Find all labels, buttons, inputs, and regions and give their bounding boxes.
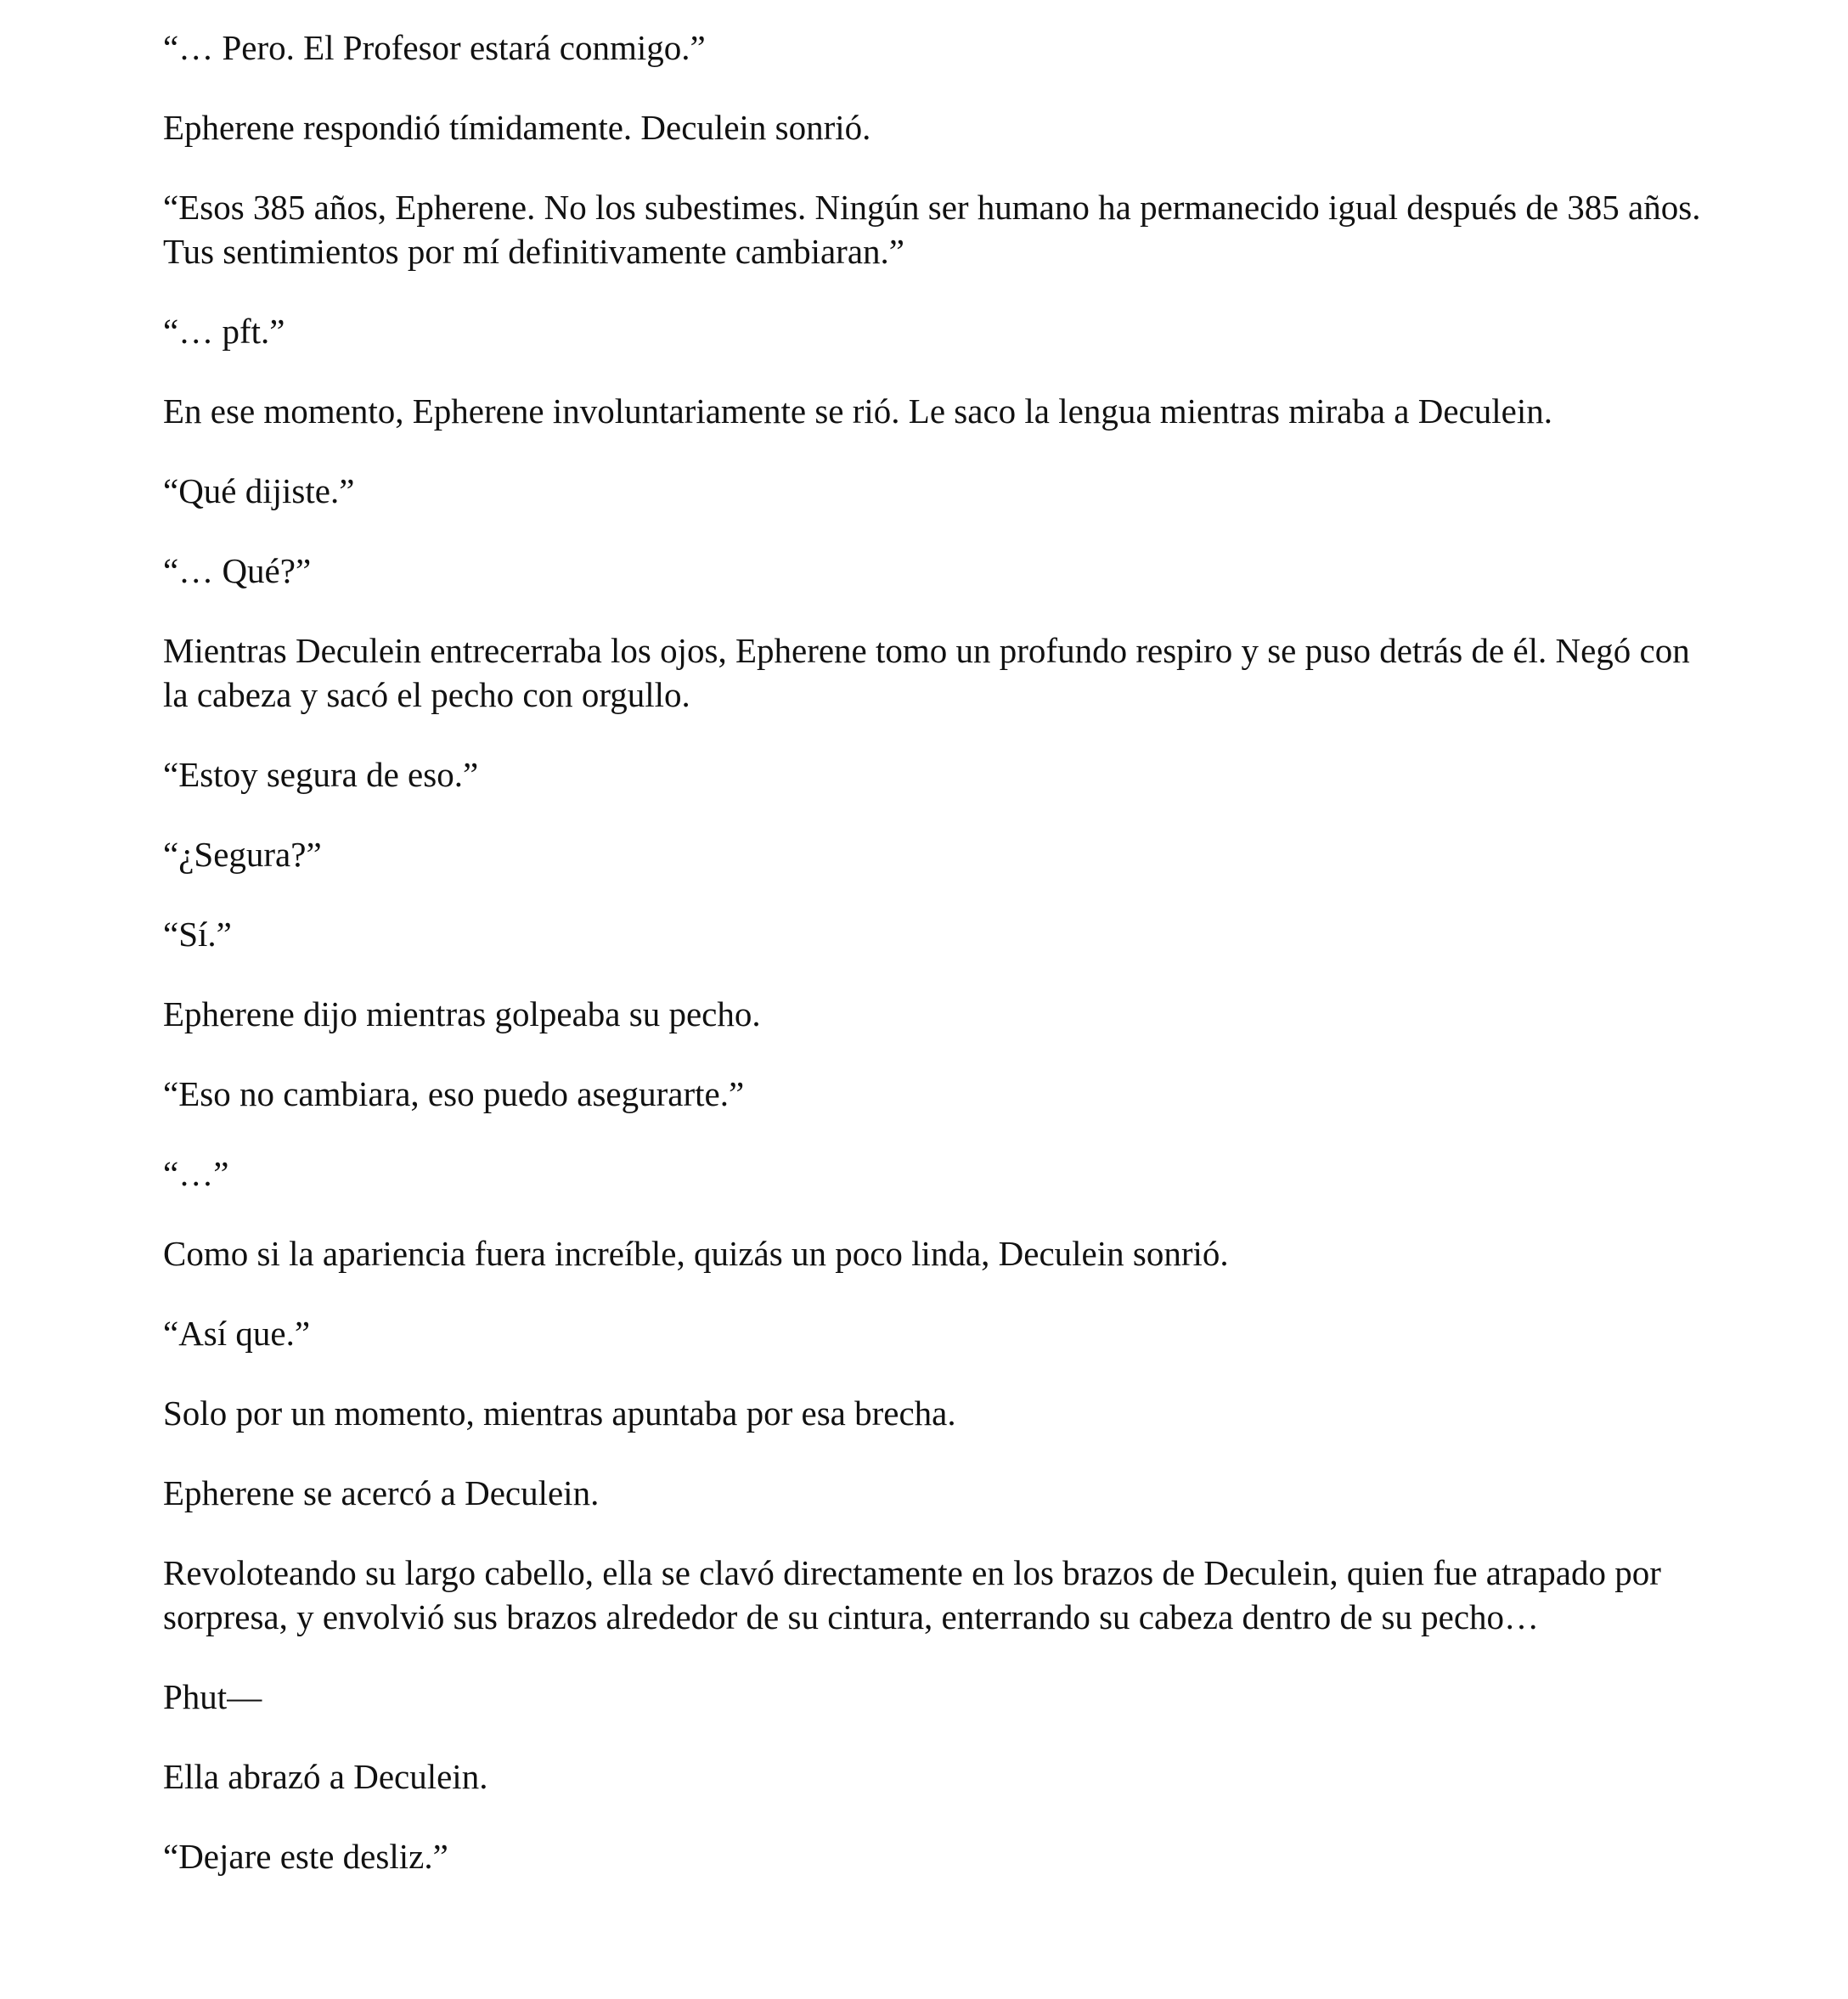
paragraph: “Dejare este desliz.” bbox=[163, 1837, 448, 1876]
paragraph: Epherene dijo mientras golpeaba su pecho. bbox=[163, 994, 761, 1033]
paragraph: Mientras Deculein entrecerraba los ojos, Epherene tomo un profundo respiro y se puso detrás de él. Negó con la cabeza y sacó el pecho con orgullo. bbox=[163, 631, 1690, 714]
document-page bbox=[163, 25, 1709, 1914]
paragraph: “¿Segura?” bbox=[163, 835, 322, 874]
paragraph: “… Qué?” bbox=[163, 551, 312, 590]
paragraph: Revoloteando su largo cabello, ella se clavó directamente en los brazos de Deculein, quien fue atrapado por sorpresa, y envolvió sus brazos alrededor de su cintura, enterrando su cabeza dentro de su pecho… bbox=[163, 1553, 1661, 1636]
paragraph: “Qué dijiste.” bbox=[163, 471, 355, 510]
paragraph: Phut— bbox=[163, 1677, 262, 1716]
paragraph: “Sí.” bbox=[163, 915, 232, 954]
paragraph: Solo por un momento, mientras apuntaba por esa brecha. bbox=[163, 1394, 956, 1433]
paragraph: “… Pero. El Profesor estará conmigo.” bbox=[163, 28, 706, 67]
paragraph: “Así que.” bbox=[163, 1314, 311, 1353]
paragraph: En ese momento, Epherene involuntariamente se rió. Le saco la lengua mientras miraba a Deculein. bbox=[163, 391, 1552, 431]
paragraph: Epherene se acercó a Deculein. bbox=[163, 1473, 600, 1512]
paragraph: “… pft.” bbox=[163, 312, 285, 351]
paragraph: “Estoy segura de eso.” bbox=[163, 755, 479, 794]
paragraph: “Esos 385 años, Epherene. No los subestimes. Ningún ser humano ha permanecido igual después de 385 años. Tus sentimientos por mí definitivamente cambiaran.” bbox=[163, 188, 1701, 271]
paragraph: Ella abrazó a Deculein. bbox=[163, 1757, 488, 1796]
paragraph: Epherene respondió tímidamente. Deculein sonrió. bbox=[163, 108, 871, 147]
paragraph: Como si la apariencia fuera increíble, quizás un poco linda, Deculein sonrió. bbox=[163, 1234, 1229, 1273]
paragraph: “…” bbox=[163, 1154, 229, 1193]
paragraph: “Eso no cambiara, eso puedo asegurarte.” bbox=[163, 1074, 745, 1113]
